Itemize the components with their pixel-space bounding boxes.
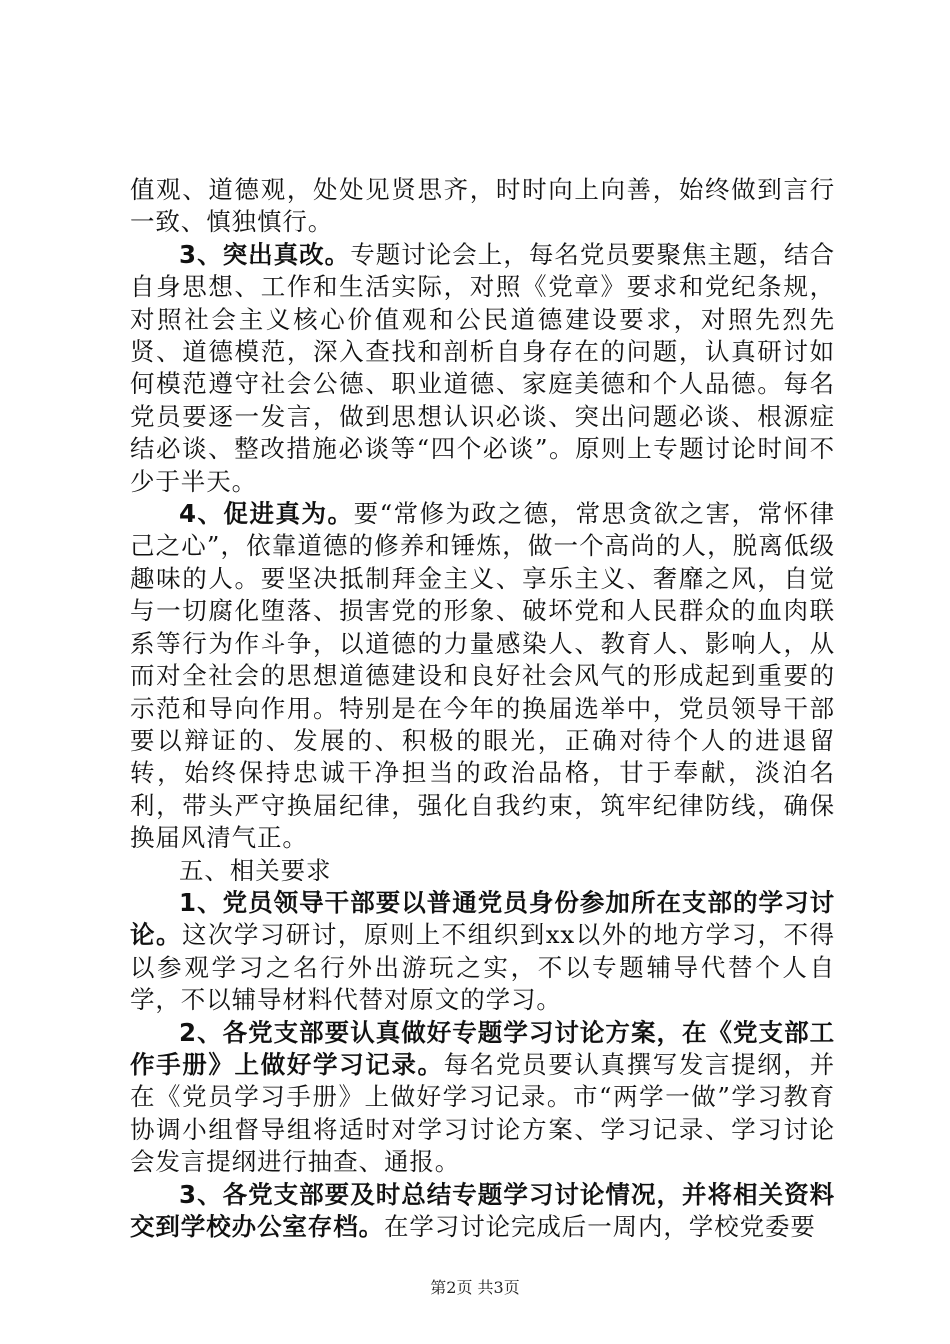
paragraph-text: 这次学习研讨，原则上不组织到xx以外的地方学习，不得以参观学习之名行外出游玩之实，不以专题辅导代替个人自学，不以辅导材料代替对原文的学习。	[130, 920, 835, 1015]
paragraph-text: 在学习讨论完成后一周内，学校党委要	[384, 1212, 816, 1241]
section-heading-text: 五、相关要求	[179, 855, 332, 885]
page-number: 第2页 共3页	[430, 1278, 520, 1297]
paragraph-continuation	[130, 174, 835, 239]
requirement-item-1	[130, 887, 835, 1017]
paragraph-text: 每名党员要认真撰写发言提纲，并在《党员学习手册》上做好学习记录。市“两学一做”学习教育协调小组督导组将适时对学习讨论方案、学习记录、学习讨论会发言提纲进行抽查、通报。	[130, 1049, 835, 1177]
paragraph-heading: 3、各党支部要及时总结专题学习讨论情况，并将相关资料交到学校办公室存档。	[130, 1179, 835, 1241]
paragraph-heading: 3、突出真改。	[179, 239, 351, 269]
paragraph-heading: 4、促进真为。	[179, 499, 354, 529]
page-footer	[0, 1275, 950, 1298]
document-body	[130, 174, 835, 1243]
paragraph-item-3	[130, 239, 835, 498]
paragraph-text: 值观、道德观，处处见贤思齐，时时向上向善，始终做到言行一致、慎独慎行。	[130, 175, 835, 237]
requirement-item-2	[130, 1017, 835, 1179]
paragraph-heading: 2、各党支部要认真做好专题学习讨论方案，在《党支部工作手册》上做好学习记录。	[130, 1017, 835, 1079]
requirement-item-3	[130, 1179, 835, 1244]
section-heading	[130, 855, 835, 887]
paragraph-text: 要“常修为政之德，常思贪欲之害，常怀律己之心”，依靠道德的修养和锤炼，做一个高尚的人，脱离低级趣味的人。要坚决抵制拜金主义、享乐主义、奢靡之风，自觉与一切腐化堕落、损害党的形象、破坏党和人民群众的血肉联系等行为作斗争，以道德的力量感染人、教育人、影响人，从而对全社会的思想道德建设和良好社会风气的形成起到重要的示范和导向作用。特别是在今年的换届选举中，党员领导干部要以辩证的、发展的、积极的眼光，正确对待个人的进退留转，始终保持忠诚干净担当的政治品格，甘于奉献，淡泊名利，带头严守换届纪律，强化自我约束，筑牢纪律防线，确保换届风清气正。	[130, 499, 835, 853]
paragraph-heading: 1、党员领导干部要以普通党员身份参加所在支部的学习讨论。	[130, 887, 835, 950]
paragraph-text: 专题讨论会上，每名党员要聚焦主题，结合自身思想、工作和生活实际，对照《党章》要求和党纪条规，对照社会主义核心价值观和公民道德建设要求，对照先烈先贤、道德模范，深入查找和剖析自身存在的问题，认真研讨如何模范遵守社会公德、职业道德、家庭美德和个人品德。每名党员要逐一发言，做到思想认识必谈、突出问题必谈、根源症结必谈、整改措施必谈等“四个必谈”。原则上专题讨论时间不少于半天。	[130, 239, 835, 496]
paragraph-item-4	[130, 498, 835, 854]
